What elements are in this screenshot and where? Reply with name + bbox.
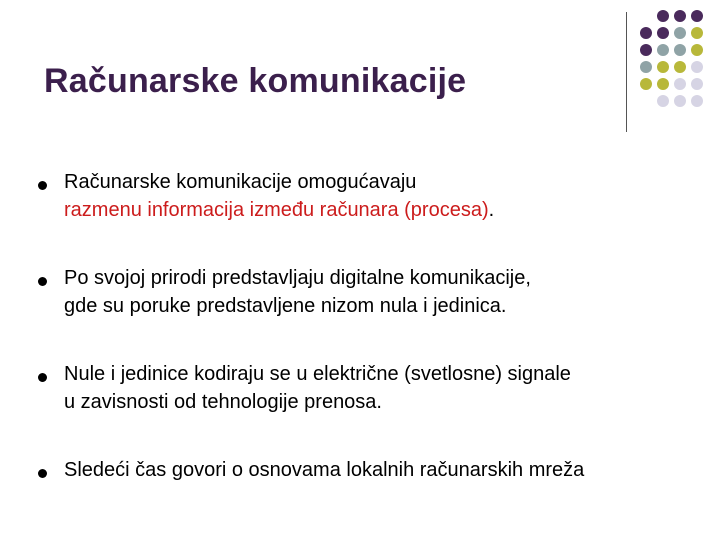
bullet-3-line-2: u zavisnosti od tehnologije prenosa. [64,391,382,413]
bullet-point-icon [38,181,47,190]
slide-title: Računarske komunikacije [44,62,467,100]
bullet-1-line-2-end: . [488,199,495,221]
bullet-1-line-2 [64,196,714,224]
bullet-text-4 [64,456,714,484]
bullet-2-line-2: gde su poruke predstavljene nizom nula i jedinica. [64,295,507,317]
bullet-text-1 [64,168,714,224]
bullet-4-line-1: Sledeći čas govori o osnovama lokalnih računarskih mreža [64,459,585,481]
bullet-text-2 [64,264,714,320]
bullet-3-line-1: Nule i jedinice kodiraju se u električne (svetlosne) signale [64,363,571,385]
bullet-point-icon [38,373,47,382]
bullet-2-line-1: Po svojoj prirodi predstavljaju digitalne komunikacije, [64,267,531,289]
highlighted-text: razmenu informacija između računara (procesa) [64,199,489,221]
bullet-point-icon [38,469,47,478]
bullet-text-3 [64,360,714,416]
bullet-1-line-1: Računarske komunikacije omogućavaju [64,171,417,193]
bullet-point-icon [38,277,47,286]
